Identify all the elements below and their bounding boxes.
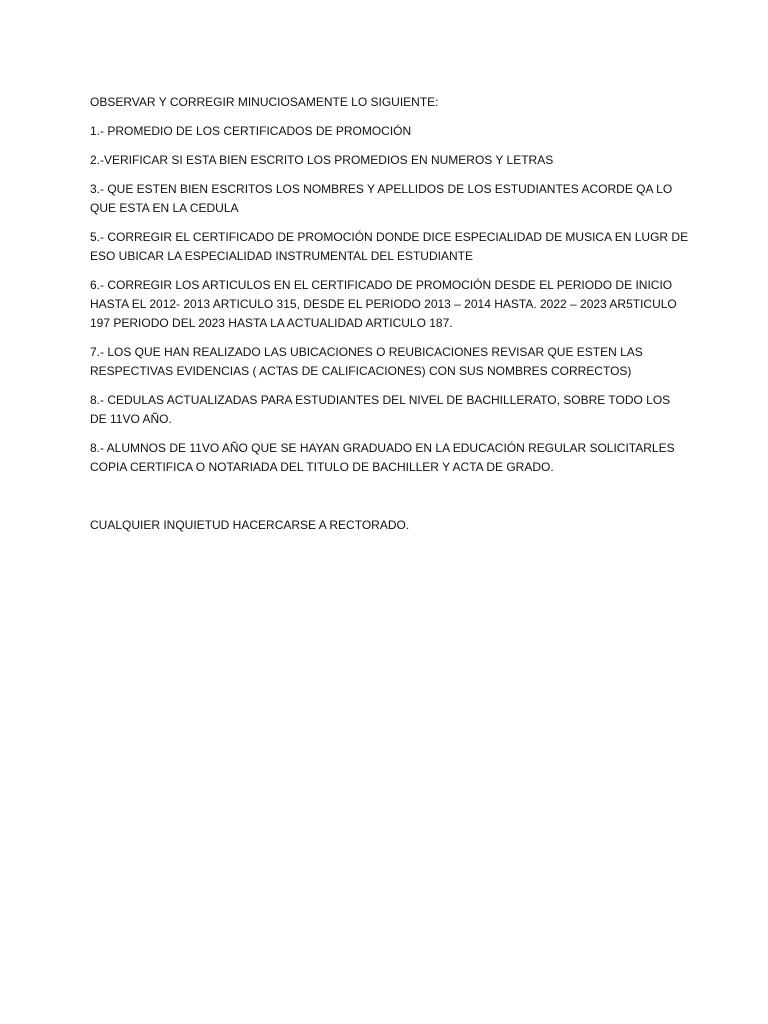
list-item: 6.- CORREGIR LOS ARTICULOS EN EL CERTIFICADO DE PROMOCIÓN DESDE EL PERIODO DE INICIO HASTA EL 2012- 2013 ARTICULO 315, DESDE EL PERIODO 2013 – 2014 HASTA. 2022 – 2023 AR5TICULO 197 PERIODO DEL 2023 HASTA LA ACTUALIDAD ARTICULO 187. [90, 278, 677, 330]
list-item: 8.- ALUMNOS DE 11VO AÑO QUE SE HAYAN GRADUADO EN LA EDUCACIÓN REGULAR SOLICITARLES COPIA CERTIFICA O NOTARIADA DEL TITULO DE BACHILLER Y ACTA DE GRADO. [90, 441, 675, 474]
document-heading: OBSERVAR Y CORREGIR MINUCIOSAMENTE LO SIGUIENTE: [90, 95, 439, 109]
list-item: 1.- PROMEDIO DE LOS CERTIFICADOS DE PROMOCIÓN [90, 124, 412, 138]
list-item: 8.- CEDULAS ACTUALIZADAS PARA ESTUDIANTES DEL NIVEL DE BACHILLERATO, SOBRE TODO LOS DE 11VO AÑO. [90, 393, 671, 426]
blank-line [90, 487, 690, 516]
list-item: 5.- CORREGIR EL CERTIFICADO DE PROMOCIÓN DONDE DICE ESPECIALIDAD DE MUSICA EN LUGR DE ESO UBICAR LA ESPECIALIDAD INSTRUMENTAL DEL ESTUDIANTE [90, 230, 689, 263]
closing-note: CUALQUIER INQUIETUD HACERCARSE A RECTORADO. [90, 518, 410, 532]
list-item: 3.- QUE ESTEN BIEN ESCRITOS LOS NOMBRES Y APELLIDOS DE LOS ESTUDIANTES ACORDE QA LO QUE ESTA EN LA CEDULA [90, 182, 673, 215]
list-item: 7.- LOS QUE HAN REALIZADO LAS UBICACIONES O REUBICACIONES REVISAR QUE ESTEN LAS RESPECTIVAS EVIDENCIAS ( ACTAS DE CALIFICACIONES) CON SUS NOMBRES CORRECTOS) [90, 345, 643, 378]
document-body [90, 93, 690, 545]
list-item: 2.-VERIFICAR SI ESTA BIEN ESCRITO LOS PROMEDIOS EN NUMEROS Y LETRAS [90, 153, 554, 167]
